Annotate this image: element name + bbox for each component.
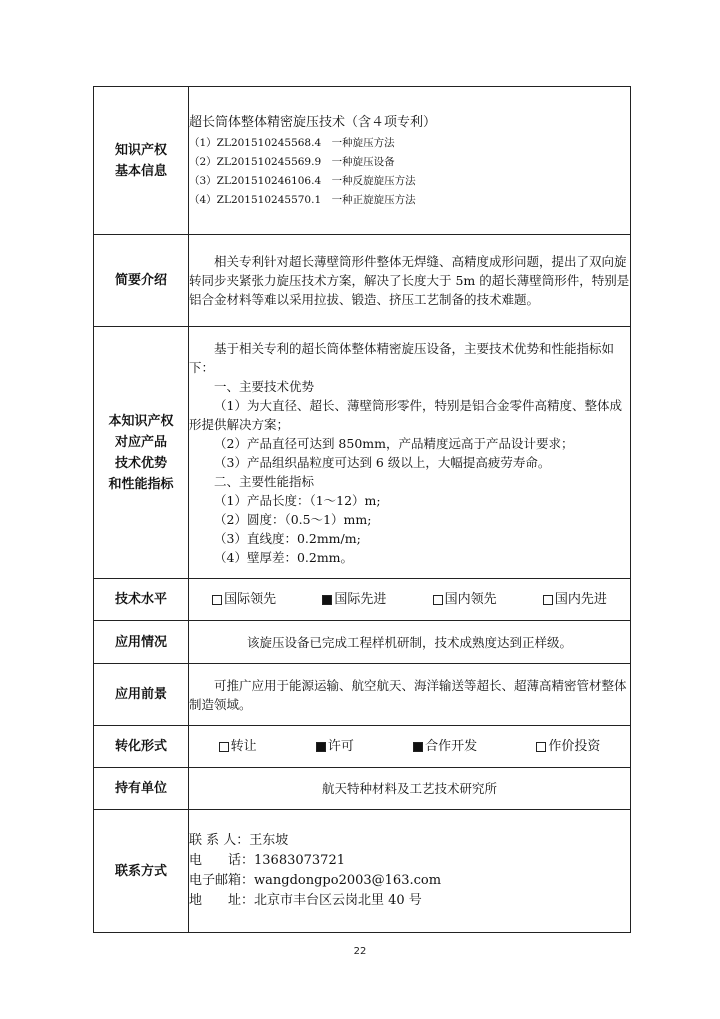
label-adv-line1: 本知识产权 [108, 413, 174, 429]
tech-title: 超长筒体整体精密旋压技术（含４项专利） [189, 114, 437, 130]
label-advantages [94, 327, 189, 579]
checkbox-icon[interactable] [219, 742, 229, 752]
holder-content [189, 768, 631, 810]
patent-item: （2）ZL201510245569.9 一种旋压设备 [189, 155, 395, 168]
tech-level-options [189, 590, 630, 609]
advantages-intro: 基于相关专利的超长筒体整体精密旋压设备，主要技术优势和性能指标如下： [189, 340, 615, 375]
label-ip-info-line2: 基本信息 [114, 163, 167, 179]
tech-level-option[interactable] [212, 590, 276, 609]
row-transfer [94, 726, 631, 768]
row-holder [94, 768, 631, 810]
tech-level-option[interactable] [433, 590, 497, 609]
prospect-content [189, 664, 631, 726]
label-contact: 联系方式 [94, 810, 189, 933]
ip-info-content [189, 87, 631, 235]
application-text: 该旋压设备已完成工程样机研制，技术成熟度达到正样级。 [246, 634, 572, 650]
option-label: 国际先进 [334, 592, 387, 607]
contact-person: 联 系 人：王东坡 [189, 833, 289, 848]
option-label: 合作开发 [425, 739, 478, 754]
transfer-content [189, 726, 631, 768]
row-intro [94, 235, 631, 327]
checkbox-checked-icon[interactable] [322, 595, 332, 605]
label-ip-info [94, 87, 189, 235]
row-ip-info [94, 87, 631, 235]
row-advantages [94, 327, 631, 579]
option-label: 许可 [327, 739, 354, 754]
contact-content [189, 810, 631, 933]
transfer-option[interactable] [536, 737, 600, 756]
advantage-item: （1）为大直径、超长、薄壁筒形零件，特别是铝合金零件高精度、整体成形提供解决方案； [189, 397, 622, 432]
label-holder: 持有单位 [94, 768, 189, 810]
label-tech-level: 技术水平 [94, 579, 189, 621]
option-label: 转让 [230, 739, 257, 754]
checkbox-icon[interactable] [212, 595, 222, 605]
performance-item: （4）壁厚差：0.2mm。 [214, 549, 354, 565]
transfer-options [189, 737, 630, 756]
option-label: 国内领先 [444, 592, 497, 607]
performance-item: （3）直线度：0.2mm/m; [214, 530, 361, 546]
label-transfer: 转化形式 [94, 726, 189, 768]
contact-phone: 电 话：13683073721 [189, 853, 345, 868]
label-adv-line4: 和性能指标 [108, 476, 174, 492]
checkbox-icon[interactable] [543, 595, 553, 605]
checkbox-icon[interactable] [433, 595, 443, 605]
advantages-content [189, 327, 631, 579]
row-tech-level [94, 579, 631, 621]
label-application: 应用情况 [94, 621, 189, 664]
label-adv-line3: 技术优势 [114, 455, 167, 471]
tech-level-content [189, 579, 631, 621]
advantage-item: （3）产品组织晶粒度可达到 6 级以上，大幅提高疲劳寿命。 [214, 454, 551, 470]
tech-level-option[interactable] [322, 590, 386, 609]
label-adv-line2: 对应产品 [114, 434, 167, 450]
checkbox-icon[interactable] [536, 742, 546, 752]
patent-item: （1）ZL201510245568.4 一种旋压方法 [189, 136, 395, 149]
patent-item: （3）ZL201510246106.4 一种反旋旋压方法 [189, 174, 416, 187]
row-contact [94, 810, 631, 933]
label-ip-info-line1: 知识产权 [114, 142, 167, 158]
label-intro: 简要介绍 [94, 235, 189, 327]
option-label: 国内先进 [554, 592, 607, 607]
checkbox-checked-icon[interactable] [413, 742, 423, 752]
performance-item: （2）圆度：（0.5～1）mm; [214, 511, 372, 527]
patent-item: （4）ZL201510245570.1 一种正旋旋压方法 [189, 193, 416, 206]
row-prospect [94, 664, 631, 726]
option-label: 国际领先 [224, 592, 277, 607]
prospect-text: 可推广应用于能源运输、航空航天、海洋输送等超长、超薄高精密管材整体制造领域。 [189, 677, 627, 712]
contact-address: 地 址：北京市丰台区云岗北里 40 号 [189, 893, 422, 908]
checkbox-checked-icon[interactable] [316, 742, 326, 752]
advantages-heading: 一、主要技术优势 [214, 378, 315, 394]
intro-content [189, 235, 631, 327]
row-application [94, 621, 631, 664]
transfer-option[interactable] [219, 737, 257, 756]
info-table [93, 86, 631, 933]
contact-email: 电子邮箱：wangdongpo2003@163.com [189, 873, 442, 888]
option-label: 作价投资 [548, 739, 601, 754]
label-prospect: 应用前景 [94, 664, 189, 726]
transfer-option[interactable] [316, 737, 354, 756]
advantage-item: （2）产品直径可达到 850mm，产品精度远高于产品设计要求； [214, 435, 574, 451]
holder-text: 航天特种材料及工艺技术研究所 [321, 781, 497, 796]
performance-item: （1）产品长度：（1～12）m; [214, 492, 381, 508]
transfer-option[interactable] [413, 737, 477, 756]
performance-heading: 二、主要性能指标 [214, 473, 315, 489]
tech-level-option[interactable] [543, 590, 607, 609]
page-number: 22 [353, 946, 367, 957]
intro-text: 相关专利针对超长薄壁筒形件整体无焊缝、高精度成形问题，提出了双向旋转同步夹紧张力旋压技术方案，解决了长度大于 5m 的超长薄壁筒形件，特别是铝合金材料等难以采用拉拔、锻造、挤压工艺制备的技术难题。 [189, 254, 630, 307]
application-content [189, 621, 631, 664]
